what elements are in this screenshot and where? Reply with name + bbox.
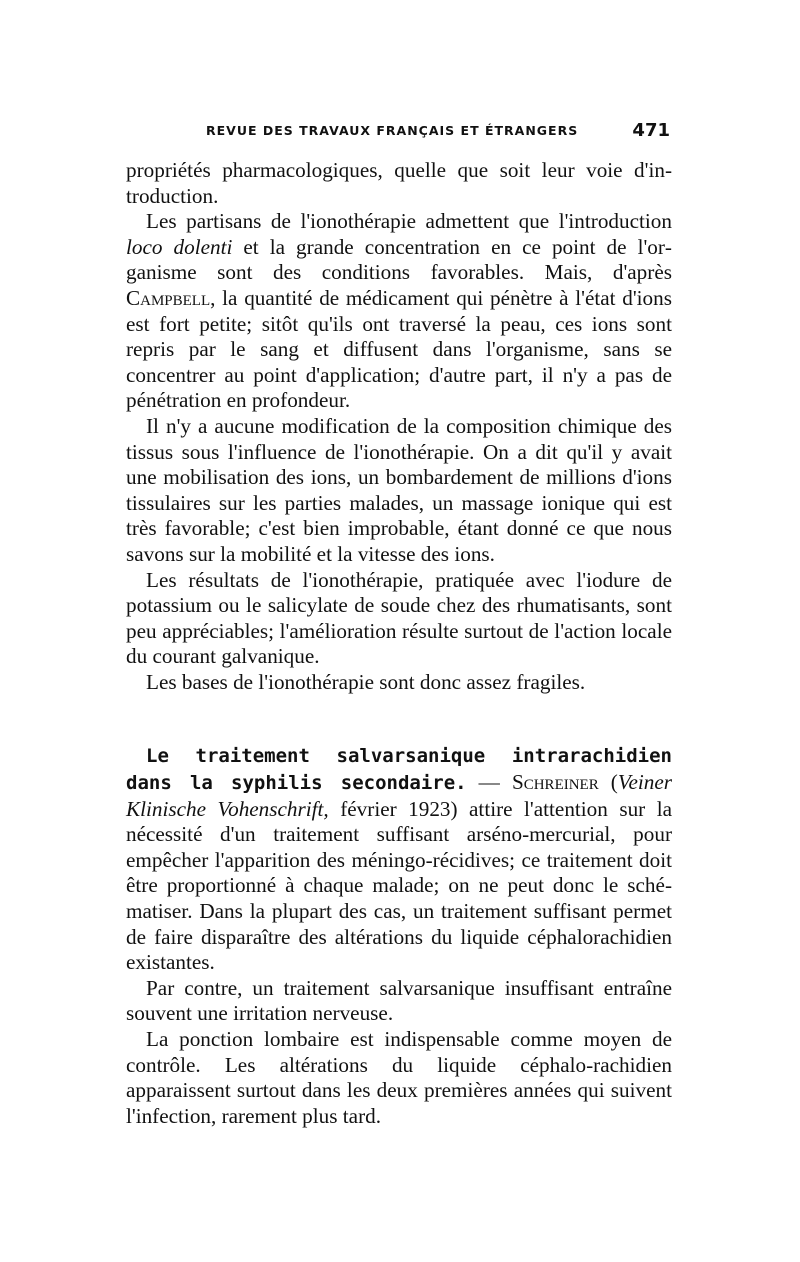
section-heading: Le traitement salvarsanique intrarachidien dans la syphilis secondaire. <box>126 745 672 795</box>
paragraph-results: Les résultats de l'ionothérapie, pratiquée avec l'iodure de potassium ou le salicylate de soude chez des rhumatisants, sont peu appréciables; l'amélioration résulte surtout de l'action locale du courant galvanique. <box>126 567 672 669</box>
text-run: Les partisans de l'ionothérapie admettent que l'introduction <box>146 209 672 234</box>
em-dash: — <box>466 770 512 795</box>
paragraph-lumbar-puncture: La ponction lombaire est indispensable comme moyen de contrôle. Les altérations du liquide céphalo-rachidien apparaissent surtout dans les deux premières années qui suivent l'infection, rarement plus tard. <box>126 1027 672 1128</box>
paragraph-ionotherapy-partisans <box>126 209 672 414</box>
text-run: , la quantité de médicament qui pénètre à l'état d'ions est fort petite; sitôt qu'ils ont traversé la peau, ces ions sont repris par le sang et diffusent dans l'organisme, sans se concentrer au point d'application; d'autre part, il n'y a pas de pénétration en profondeur. <box>126 285 672 413</box>
latin-phrase: loco dolenti <box>126 234 233 259</box>
page <box>126 0 672 1262</box>
author-name-schreiner: Schreiner <box>511 770 599 795</box>
page-number: 471 <box>632 120 670 141</box>
paragraph-salvarsan-section <box>126 743 672 975</box>
author-name-campbell: Campbell <box>126 285 211 310</box>
text-run: février 1923) attire l'attention sur la nécessité d'un traitement suffisant arséno-mercurial, pour empêcher l'apparition des méningo-récidives; ce traitement doit être proportionné à chaque malade; on ne peut donc le schématiser. Dans la plupart des cas, un traitement suffisant permet de faire disparaître des altérations du liquide céphalorachidien existantes. <box>126 796 672 975</box>
running-header <box>126 120 672 144</box>
journal-title: Veiner Klinische Vohenschrift, <box>126 770 672 821</box>
paragraph-insufficient-treatment: Par contre, un traitement salvarsanique insuffisant entraîne souvent une irritation nerveuse. <box>126 975 672 1026</box>
text-run: ( <box>598 770 618 795</box>
text-run: et la grande concentration en ce point de l'organisme sont des conditions favorables. Mais, d'après <box>126 234 672 285</box>
paragraph-conclusion: Les bases de l'ionothérapie sont donc assez fragiles. <box>146 669 586 694</box>
running-title: REVUE DES TRAVAUX FRANÇAIS ET ÉTRANGERS <box>206 123 579 138</box>
paragraph-chemical-composition: Il n'y a aucune modification de la composition chimique des tissus sous l'influence de l'ionothérapie. On a dit qu'il y avait une mobilisation des ions, un bombardement de millions d'ions tissulaires sur les parties malades, un massage ionique qui est très favorable; c'est bien improbable, étant donné ce que nous savons sur la mobilité et la vitesse des ions. <box>126 413 672 566</box>
body-text <box>126 158 672 1129</box>
paragraph-continuation: propriétés pharmacologiques, quelle que soit leur voie d'introduction. <box>126 158 672 208</box>
